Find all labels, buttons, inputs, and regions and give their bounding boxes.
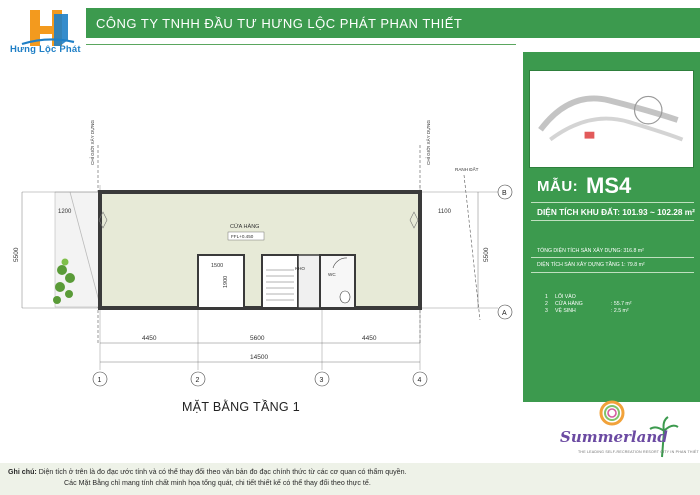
floor1-area: DIỆN TÍCH SÀN XÂY DỰNG TẦNG 1: 79.8 m² (537, 262, 645, 268)
dim-front-right: 1100 (438, 209, 451, 215)
room-name: CỬA HÀNG (555, 301, 583, 307)
logo-text: Hưng Lộc Phát (10, 44, 81, 55)
room-area: : 2.5 m² (611, 308, 629, 314)
room-name: LỐI VÀO (555, 294, 576, 300)
dim-stair-h: 1900 (223, 275, 229, 288)
setback-label-left: CHỈ GIỚI XÂY DỰNG (90, 119, 95, 165)
dim-depth-right: 5500 (483, 247, 490, 262)
note-text-1: Diện tích ở trên là đo đạc ước tính và có thể thay đổi theo văn bản đo đạc chính thức từ các cơ quan có thẩm quyền. (38, 468, 407, 476)
sun-icon (601, 402, 623, 424)
axis-label-1: 1 (97, 377, 102, 384)
axis-label-2: 2 (195, 377, 200, 384)
land-area: DIỆN TÍCH KHU ĐẤT: 101.93 ~ 102.28 m² (537, 207, 695, 217)
axis-bubble-a (498, 305, 512, 319)
wc-room (320, 255, 355, 308)
room-row (545, 294, 611, 300)
total-floor-area: TỔNG DIỆN TÍCH SÀN XÂY DỰNG: 316.8 m² (537, 248, 644, 254)
site-mini-map (529, 70, 694, 168)
axis-label-a: A (502, 310, 507, 317)
axis-bubble-3 (315, 372, 329, 386)
room-no: 1 (545, 294, 548, 300)
dim-span-mid: 5600 (250, 335, 265, 342)
axis-label-4: 4 (417, 377, 422, 384)
panel-divider (531, 202, 694, 203)
axis-bubble-1 (93, 372, 107, 386)
note-line-2: Các Mặt Bằng chỉ mang tính chất minh họa tổng quát, chi tiết thiết kế có thể thay đổi theo thực tế. (64, 479, 371, 487)
room-area: : 55.7 m² (611, 301, 632, 307)
room-row (545, 301, 631, 307)
storage-room (298, 255, 320, 308)
brand-name: Summerland (560, 428, 668, 446)
panel-divider (531, 272, 694, 273)
room-row (545, 308, 629, 314)
room-name: VỆ SINH (555, 308, 576, 314)
storage-label: KHO (295, 266, 305, 271)
toilet (340, 291, 350, 303)
plan-title: MẶT BẰNG TẦNG 1 (182, 400, 300, 414)
axis-label-b: B (502, 190, 507, 197)
note-label: Ghi chú: (8, 468, 37, 476)
dim-depth-left: 5500 (13, 247, 20, 262)
brand-tagline: THE LEADING SELF-RECREATION RESORT CITY IN PHAN THIẾT (578, 450, 699, 454)
dim-total: 14500 (250, 354, 269, 361)
dim-span-right: 4450 (362, 335, 377, 342)
model-label: MẪU: (537, 178, 579, 195)
dim-stair-w: 1500 (211, 263, 224, 269)
company-title: CÔNG TY TNHH ĐẦU TƯ HƯNG LỘC PHÁT PHAN THIẾT (96, 16, 463, 31)
footer-notes (0, 463, 700, 495)
axis-bubble-4 (413, 372, 427, 386)
floor-area (100, 192, 420, 308)
boundary-label: RANH ĐẤT (455, 167, 479, 172)
info-panel (523, 52, 700, 402)
store-label: CỬA HÀNG (230, 224, 260, 230)
wc-label: WC (328, 272, 336, 277)
room-no: 3 (545, 308, 548, 314)
model-code: MS4 (586, 173, 632, 198)
note-line-1 (8, 468, 407, 476)
axis-bubble-b (498, 185, 512, 199)
panel-divider (531, 257, 694, 258)
panel-divider (531, 220, 694, 221)
room-no: 2 (545, 301, 548, 307)
axis-label-3: 3 (319, 377, 324, 384)
boundary-line-right (464, 175, 480, 320)
axis-bubble-2 (191, 372, 205, 386)
dim-span-left: 4450 (142, 335, 157, 342)
floor-level: FFL+0.450 (231, 234, 254, 239)
setback-label-right: CHỈ GIỚI XÂY DỰNG (426, 119, 431, 165)
dim-front-left: 1200 (58, 209, 72, 215)
